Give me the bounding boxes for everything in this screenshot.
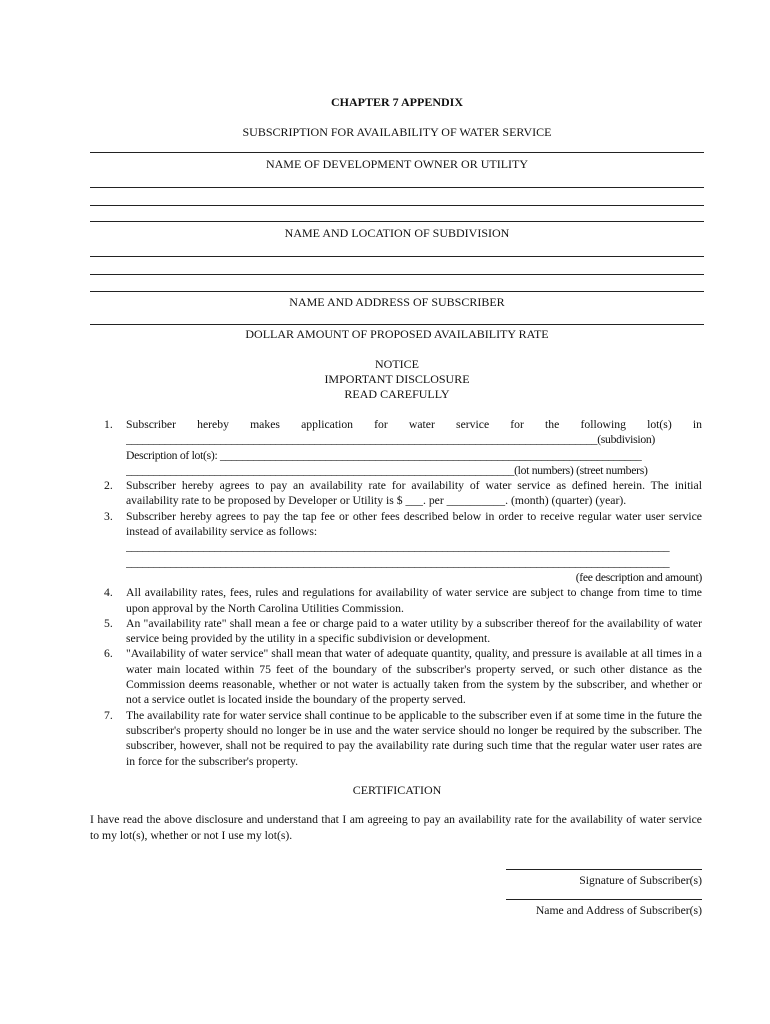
terms-list xyxy=(90,417,702,769)
list-item xyxy=(90,708,702,769)
item-2-text: Subscriber hereby agrees to pay an availability rate for availability of water service as defined herein. The initial availability rate to be proposed by Developer or Utility is $ ___. per __________. (month) (quarter) (year). xyxy=(126,479,702,508)
address-line[interactable] xyxy=(506,899,702,900)
item-number: 4. xyxy=(104,586,113,600)
rate-field-label: DOLLAR AMOUNT OF PROPOSED AVAILABILITY RATE xyxy=(245,327,549,341)
list-item xyxy=(90,616,702,647)
certification-text: I have read the above disclosure and understand that I am agreeing to pay an availability rate for the availability of water service to my lot(s), whether or not I use my lot(s). xyxy=(90,813,702,842)
subdivision-entry-line[interactable] xyxy=(90,274,704,275)
fee-description-blank[interactable]: __________________________________________________________________________________________________ xyxy=(126,555,670,569)
owner-entry-line[interactable] xyxy=(90,187,704,188)
signature-block xyxy=(506,869,702,888)
item-number: 5. xyxy=(104,616,113,630)
divider-line xyxy=(90,152,704,153)
subscriber-address-block xyxy=(506,899,702,918)
fee-description-label: (fee description and amount) xyxy=(575,570,702,584)
subscriber-entry-line[interactable] xyxy=(90,324,704,325)
notice-heading: NOTICE xyxy=(375,357,419,371)
form-subtitle: SUBSCRIPTION FOR AVAILABILITY OF WATER SERVICE xyxy=(242,125,552,139)
notice-read-carefully: READ CAREFULLY xyxy=(344,387,450,401)
item-number: 1. xyxy=(104,418,113,431)
form-title: CHAPTER 7 APPENDIX xyxy=(330,95,463,109)
list-item xyxy=(90,585,702,616)
divider-line xyxy=(90,291,704,292)
item-number: 2. xyxy=(104,479,113,493)
list-item xyxy=(90,646,702,707)
item-7-text: The availability rate for water service shall continue to be applicable to the subscriber even if at some time in the future the subscriber's property should no longer be in use and the water service should no longer be required by the subscriber. The subscriber, however, shall not be required to pay the availability rate during such time that the regular water user rates are in force for the subscriber's property. xyxy=(126,708,702,768)
item-5-text: An "availability rate" shall mean a fee or charge paid to a water utility by a subscriber thereof for the availability of water service being provided by the utility in a specific subdivision or development. xyxy=(126,616,702,646)
owner-entry-line[interactable] xyxy=(90,205,704,206)
item-number: 3. xyxy=(104,509,113,523)
list-item xyxy=(90,417,702,478)
divider-line xyxy=(90,221,704,222)
certification-heading: CERTIFICATION xyxy=(352,783,442,797)
list-item xyxy=(90,478,702,509)
item-1-text: Subscriber hereby makes application for water service for the following lot(s) in xyxy=(126,418,702,431)
subdivision-entry-line[interactable] xyxy=(90,256,704,257)
fee-description-blank[interactable]: __________________________________________________________________________________________________ xyxy=(126,540,670,554)
item-number: 6. xyxy=(104,647,113,661)
subdivision-field-label: NAME AND LOCATION OF SUBDIVISION xyxy=(284,226,510,240)
item-4-text: All availability rates, fees, rules and regulations for availability of water service are subject to change from time to time upon approval by the North Carolina Utilities Commission. xyxy=(126,586,702,615)
notice-disclosure: IMPORTANT DISCLOSURE xyxy=(324,372,470,386)
subdivision-blank[interactable]: _____________________________________________________________________________________(subdivision) xyxy=(126,433,656,447)
list-item xyxy=(90,509,702,585)
lot-numbers-blank[interactable]: ______________________________________________________________________(lot numbers) (street numbers) xyxy=(126,463,648,477)
item-3-text: Subscriber hereby agrees to pay the tap fee or other fees described below in order to receive regular water user service instead of availability service as follows: xyxy=(126,509,702,539)
signature-label: Signature of Subscriber(s) xyxy=(579,874,702,887)
item-number: 7. xyxy=(104,708,113,722)
signature-line[interactable] xyxy=(506,869,702,870)
item-6-text: "Availability of water service" shall mean that water of adequate quantity, quality, and pressure is available at all times in a water main located within 75 feet of the boundary of the subscriber's property served, or such other distance as the Commission deems reasonable, whether or not water is actually taken from the system by the subscriber, and whether or not a service outlet is located inside the boundary of the property served. xyxy=(126,647,702,707)
lot-description-blank[interactable]: Description of lot(s): ____________________________________________________________________________ xyxy=(126,448,642,462)
address-label: Name and Address of Subscriber(s) xyxy=(535,904,702,917)
subscriber-field-label: NAME AND ADDRESS OF SUBSCRIBER xyxy=(289,295,505,309)
owner-field-label: NAME OF DEVELOPMENT OWNER OR UTILITY xyxy=(265,157,529,171)
